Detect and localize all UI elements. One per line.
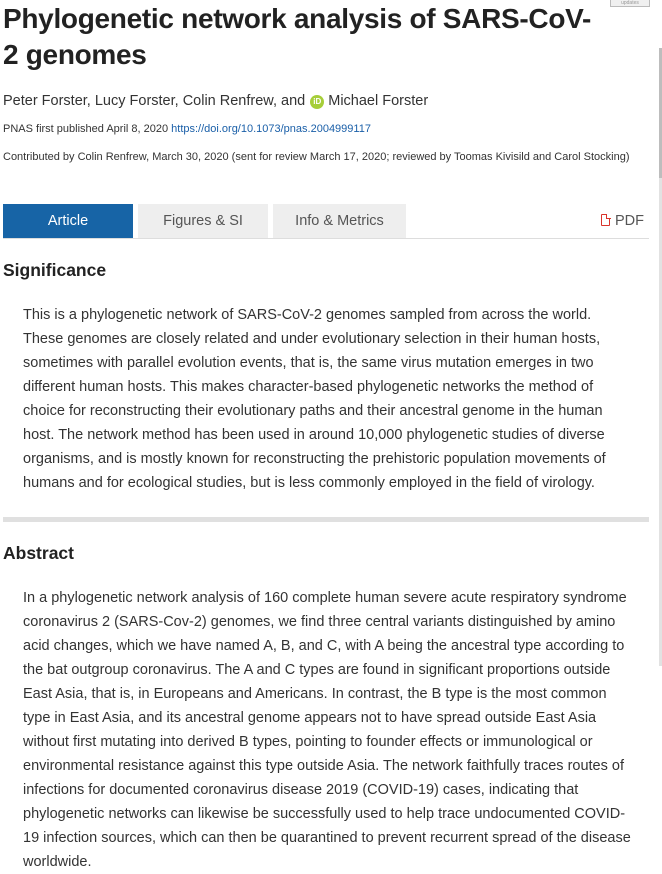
contribution-note: Contributed by Colin Renfrew, March 30, 2020 (sent for review March 17, 2020; reviewed by Toomas Kivisild and Carol Stocking): [3, 151, 630, 163]
significance-text: This is a phylogenetic network of SARS-CoV-2 genomes sampled from across the world. These genomes are closely related and under evolutionary selection in their human hosts, sometimes with parallel evolution events, that is, the same virus mutation emerges in two different human hosts. This makes character-based phylogenetic networks the method of choice for reconstructing their evolutionary paths and their ancestral genome in the human host. The network method has been used in around 10,000 phylogenetic studies of diverse organisms, and is mostly known for reconstructing the prehistoric population movements of humans and for ecological studies, but is less commonly employed in the field of virology.: [23, 307, 606, 491]
pdf-icon: [601, 214, 610, 226]
tab-figures-si[interactable]: Figures & SI: [138, 204, 268, 238]
section-divider: [3, 517, 649, 522]
article-tabs: [3, 204, 649, 239]
publication-info: [3, 121, 371, 137]
author-link-michael-forster[interactable]: Michael Forster: [328, 93, 429, 109]
doi-link[interactable]: https://doi.org/10.1073/pnas.2004999117: [171, 123, 371, 135]
authors-text: Peter Forster, Lucy Forster, Colin Renfrew, and: [3, 93, 306, 109]
abstract-text: In a phylogenetic network analysis of 160 complete human severe acute respiratory syndrome coronavirus 2 (SARS-Cov-2) genomes, we find three central variants distinguished by amino acid changes, which we have named A, B, and C, with A being the ancestral type according to the bat outgroup coronavirus. The A and C types are found in significant proportions outside East Asia, that is, in Europeans and Americans. In contrast, the B type is the most common type in East Asia, and its ancestral genome appears not to have spread outside East Asia without first mutating into derived B types, pointing to founder effects or immunological or environmental resistance against this type outside Asia. The network faithfully traces routes of infections for documented coronavirus disease 2019 (COVID-19) cases, indicating that phylogenetic networks can likewise be successfully used to help trace undocumented COVID-19 infection sources, which can then be quarantined to prevent recurrent spread of the disease worldwide.: [23, 590, 631, 870]
significance-heading: Significance: [3, 260, 107, 280]
pdf-label: PDF: [615, 213, 644, 229]
published-date: PNAS first published April 8, 2020: [3, 123, 169, 135]
abstract-heading: Abstract: [3, 543, 74, 563]
tab-article[interactable]: Article: [3, 204, 133, 238]
orcid-icon[interactable]: iD: [310, 95, 324, 109]
tab-info-metrics[interactable]: Info & Metrics: [273, 204, 406, 238]
pdf-link[interactable]: [601, 204, 644, 238]
author-list: [3, 91, 428, 111]
check-for-updates-badge[interactable]: updates: [610, 0, 650, 7]
article-title: Phylogenetic network analysis of SARS-CoV-2 genomes: [3, 3, 591, 70]
